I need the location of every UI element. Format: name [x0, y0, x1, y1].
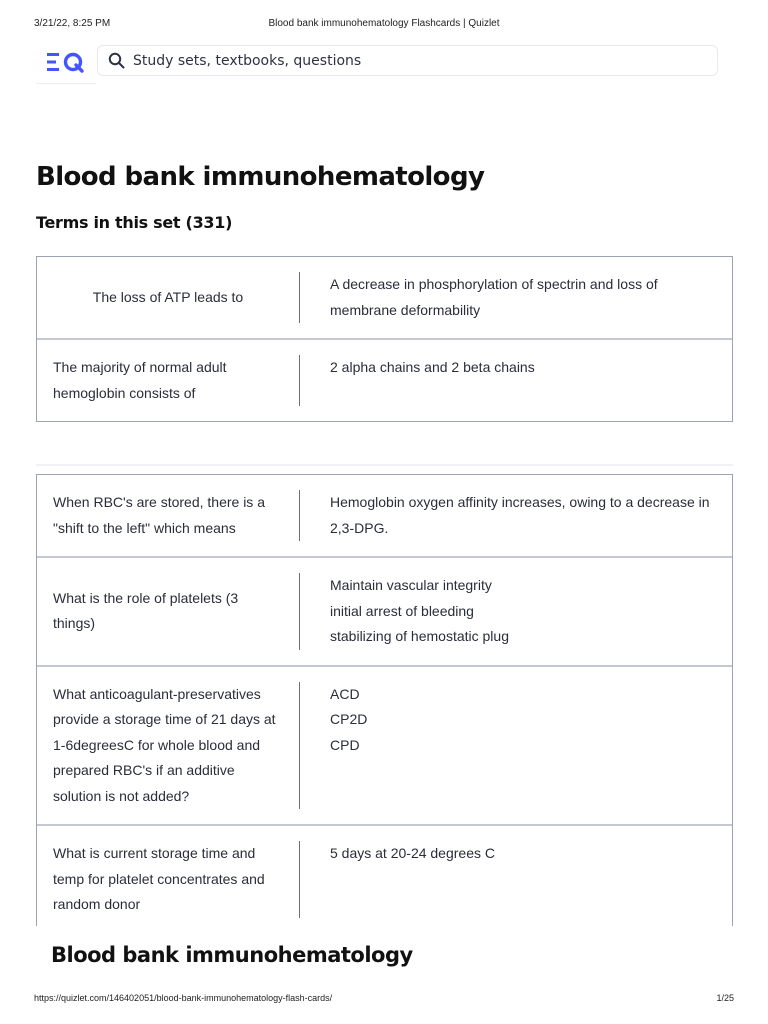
flashcard-definition: 2 alpha chains and 2 beta chains: [330, 359, 535, 375]
flashcard-row: [37, 667, 732, 827]
quizlet-logo-icon[interactable]: [46, 50, 86, 74]
search-input[interactable]: [133, 53, 693, 69]
flashcard-term: When RBC's are stored, there is a "shift to the left" which means: [37, 490, 300, 541]
print-page-title: Blood bank immunohematology Flashcards | Quizlet: [268, 18, 500, 29]
flashcard-row: [37, 826, 732, 926]
print-url: https://quizlet.com/146402051/blood-bank-immunohematology-flash-cards/: [34, 993, 333, 1003]
search-bar[interactable]: [97, 45, 718, 76]
flashcard-row: [37, 340, 732, 421]
flashcard-definition: 5 days at 20-24 degrees C: [330, 845, 495, 861]
flashcard-row: [37, 475, 732, 558]
flashcard-row: [37, 558, 732, 667]
flashcard-term: What is current storage time and temp for platelet concentrates and random donor: [37, 841, 300, 918]
flashcard-group: [36, 256, 733, 422]
flashcard-definition: Hemoglobin oxygen affinity increases, owing to a decrease in 2,3-DPG.: [330, 494, 710, 536]
flashcard-row: [37, 257, 732, 340]
flashcard-definition: Maintain vascular integrity initial arrest of bleeding stabilizing of hemostatic plug: [330, 577, 509, 644]
set-title: Blood bank immunohematology: [36, 162, 485, 192]
section-divider: [36, 464, 733, 466]
flashcard-term: The majority of normal adult hemoglobin consists of: [37, 355, 300, 406]
flashcard-definition: A decrease in phosphorylation of spectrin and loss of membrane deformability: [330, 276, 658, 318]
flashcard-term: The loss of ATP leads to: [37, 272, 300, 323]
logo-underline: [36, 83, 96, 84]
flashcard-term: What anticoagulant-preservatives provide a storage time of 21 days at 1-6degreesC for whole blood and prepared RBC's if an additive solution is not added?: [37, 682, 300, 810]
search-icon: [108, 52, 125, 69]
print-header: [0, 18, 768, 32]
print-datetime: 3/21/22, 8:25 PM: [34, 18, 111, 29]
flashcard-group: [36, 474, 733, 926]
terms-heading: Terms in this set (331): [36, 213, 233, 232]
flashcard-term: What is the role of platelets (3 things): [37, 573, 300, 650]
flashcard-definition: ACD CP2D CPD: [330, 685, 368, 753]
repeat-set-title: Blood bank immunohematology: [51, 943, 413, 967]
print-page-number: 1/25: [716, 993, 734, 1003]
